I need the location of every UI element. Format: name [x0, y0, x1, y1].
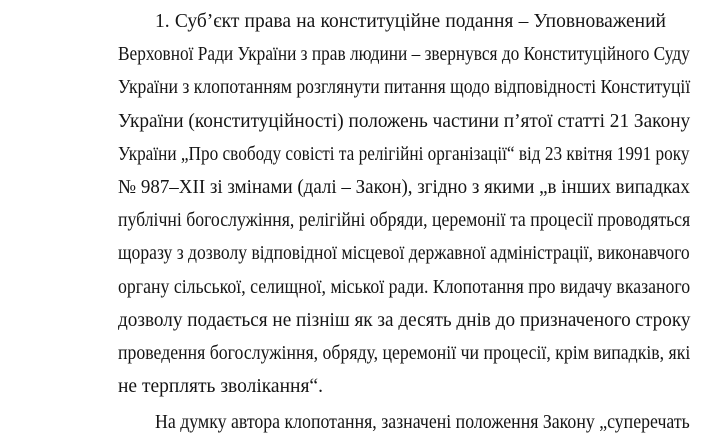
paragraph-line-8: щоразу з дозволу відповідної місцевої державної адміністрації, виконавчого	[118, 243, 690, 265]
paragraph-line-10: дозволу подається не пізніш як за десять днів до призначеного строку	[118, 309, 691, 331]
paragraph-line-4: України (конституційності) положень частини п’ятої статті 21 Закону	[118, 110, 691, 132]
paragraph-line-5: України „Про свободу совісті та релігійні організації“ від 23 квітня 1991 року	[118, 143, 690, 165]
paragraph-line-3: України з клопотанням розглянути питання щодо відповідності Конституції	[118, 77, 691, 99]
paragraph-line-7: публічні богослужіння, релігійні обряди, церемонії та процесії проводяться	[118, 210, 691, 232]
paragraph-line-1: 1. Суб’єкт права на конституційне подання – Уповноважений	[155, 11, 666, 32]
paragraph-2-line-1: На думку автора клопотання, зазначені положення Закону „суперечать	[155, 412, 690, 434]
paragraph-line-12: не терплять зволікання“.	[118, 376, 323, 398]
paragraph-line-11: проведення богослужіння, обряду, церемонії чи процесії, крім випадків, які	[118, 343, 691, 364]
paragraph-line-9: органу сільської, селищної, міської ради. Клопотання про видачу вказаного	[118, 276, 691, 298]
paragraph-line-2: Верховної Ради України з прав людини – звернувся до Конституційного Суду	[118, 44, 690, 66]
paragraph-line-6: № 987–ХІІ зі змінами (далі – Закон), згідно з якими „в інших випадках	[118, 177, 690, 198]
